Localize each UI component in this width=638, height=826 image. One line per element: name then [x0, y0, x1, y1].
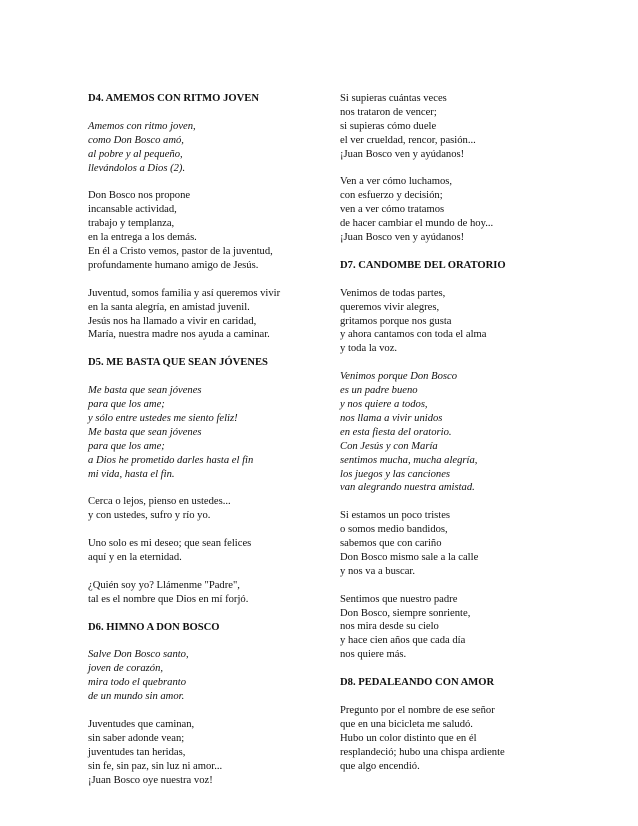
verse-stanza — [88, 287, 323, 343]
lyric-line: Uno solo es mi deseo; que sean felices — [88, 538, 252, 550]
verse-stanza — [88, 537, 323, 565]
lyric-line: mira todo el quebranto — [88, 677, 186, 689]
lyric-line: los juegos y las canciones — [340, 468, 451, 480]
lyric-line: Venimos porque Don Bosco — [340, 371, 458, 383]
lyric-line: María, nuestra madre nos ayuda a caminar. — [88, 329, 270, 341]
right-column — [340, 92, 580, 774]
verse-stanza — [88, 579, 323, 607]
lyric-line: nos trataron de vencer; — [340, 106, 437, 118]
section-title: D6. HIMNO A DON BOSCO — [88, 621, 220, 633]
section-title: D4. AMEMOS CON RITMO JOVEN — [88, 93, 259, 104]
lyric-line: Ven a ver cómo luchamos, — [340, 176, 453, 188]
lyric-line: y con ustedes, sufro y río yo. — [88, 510, 211, 522]
lyric-line: al pobre y al pequeño, — [88, 148, 183, 160]
lyric-line: En él a Cristo vemos, pastor de la juventud, — [88, 246, 273, 258]
chorus-stanza — [340, 370, 580, 495]
lyric-line: Sentimos que nuestro padre — [340, 593, 458, 605]
lyric-line: Venimos de todas partes, — [340, 287, 446, 299]
lyric-line: y nos va a buscar. — [340, 565, 416, 577]
verse-stanza — [340, 287, 580, 357]
lyric-line: ¿Quién soy yo? Llámenme "Padre", — [88, 579, 240, 591]
left-column — [88, 92, 323, 787]
lyric-line: Con Jesús y con María — [340, 440, 438, 452]
lyric-line: van alegrando nuestra amistad. — [340, 482, 475, 494]
stanza-gap — [340, 162, 580, 176]
lyric-line: ¡Juan Bosco oye nuestra voz! — [88, 774, 213, 786]
section-title: D5. ME BASTA QUE SEAN JÓVENES — [88, 357, 268, 369]
lyric-line: que algo encendió. — [340, 760, 420, 772]
lyric-line: en la santa alegría, en amistad juvenil. — [88, 301, 250, 313]
lyric-line: Juventudes que caminan, — [88, 718, 195, 730]
lyric-line: Amemos con ritmo joven, — [88, 120, 196, 132]
lyric-line: en esta fiesta del oratorio. — [340, 426, 452, 438]
lyric-line: nos quiere más. — [340, 649, 407, 661]
lyric-line: y nos quiere a todos, — [340, 398, 428, 410]
lyric-line: joven de corazón, — [88, 663, 164, 675]
stanza-gap — [340, 662, 580, 676]
lyric-line: Don Bosco nos propone — [88, 190, 191, 202]
lyric-line: nos mira desde su cielo — [340, 621, 439, 633]
section-title: D8. PEDALEANDO CON AMOR — [340, 677, 495, 689]
stanza-gap — [88, 523, 323, 537]
section-title: D7. CANDOMBE DEL ORATORIO — [340, 259, 506, 271]
lyric-line: sentimos mucha, mucha alegría, — [340, 454, 478, 466]
verse-stanza — [340, 509, 580, 579]
lyric-line: ¡Juan Bosco ven y ayúdanos! — [340, 148, 465, 160]
lyric-line: en la entrega a los demás. — [88, 232, 197, 244]
verse-stanza — [88, 495, 323, 523]
lyric-line: a Dios he prometido darles hasta el fin — [88, 454, 254, 466]
verse-stanza — [340, 175, 580, 245]
lyric-line: Cerca o lejos, pienso en ustedes... — [88, 496, 231, 508]
lyric-line: sin fe, sin paz, sin luz ni amor... — [88, 760, 223, 772]
lyric-line: o somos medio bandidos, — [340, 524, 448, 536]
lyric-line: Hubo un color distinto que en él — [340, 732, 477, 744]
lyric-line: Pregunto por el nombre de ese señor — [340, 704, 495, 716]
lyric-line: el ver crueldad, rencor, pasión... — [340, 134, 476, 146]
stanza-gap — [88, 607, 323, 621]
lyric-line: para que los ame; — [88, 440, 165, 452]
lyric-line: gritamos porque nos gusta — [340, 315, 452, 327]
stanza-gap — [340, 495, 580, 509]
stanza-gap — [88, 482, 323, 496]
chorus-stanza — [88, 384, 323, 481]
lyric-line: si supieras cómo duele — [340, 120, 437, 132]
lyric-line: como Don Bosco amó, — [88, 134, 184, 146]
lyric-line: de hacer cambiar el mundo de hoy... — [340, 218, 494, 230]
lyric-line: y hace cien años que cada día — [340, 635, 466, 647]
lyric-line: Si estamos un poco tristes — [340, 510, 451, 522]
verse-stanza — [88, 189, 323, 272]
lyric-line: y sólo entre ustedes me siento feliz! — [88, 412, 238, 424]
lyric-line: llevándolos a Dios (2). — [88, 162, 186, 174]
stanza-gap — [88, 704, 323, 718]
stanza-gap — [340, 579, 580, 593]
lyric-line: Me basta que sean jóvenes — [88, 426, 202, 438]
verse-stanza — [340, 593, 580, 663]
lyric-line: resplandeció; hubo una chispa ardiente — [340, 746, 505, 758]
lyric-line: Si supieras cuántas veces — [340, 93, 447, 104]
lyric-line: para que los ame; — [88, 399, 165, 411]
lyric-line: y ahora cantamos con toda el alma — [340, 329, 487, 341]
lyric-line: con esfuerzo y decisión; — [340, 190, 443, 202]
lyric-line: Me basta que sean jóvenes — [88, 385, 202, 397]
stanza-gap — [88, 342, 323, 356]
verse-stanza — [340, 704, 580, 774]
lyric-line: Don Bosco mismo sale a la calle — [340, 551, 479, 563]
verse-stanza — [88, 718, 323, 788]
chorus-stanza — [88, 120, 323, 176]
lyric-line: ¡Juan Bosco ven y ayúdanos! — [340, 232, 465, 244]
stanza-gap — [88, 565, 323, 579]
lyric-line: aquí y en la eternidad. — [88, 552, 182, 564]
stanza-gap — [340, 356, 580, 370]
lyric-line: Jesús nos ha llamado a vivir en caridad, — [88, 315, 257, 327]
lyric-line: es un padre bueno — [340, 385, 418, 397]
lyric-line: incansable actividad, — [88, 204, 177, 216]
lyric-line: que en una bicicleta me saludó. — [340, 718, 473, 730]
lyric-line: ven a ver cómo tratamos — [340, 204, 445, 216]
stanza-gap — [88, 176, 323, 190]
lyric-line: queremos vivir alegres, — [340, 301, 440, 313]
lyric-line: de un mundo sin amor. — [88, 691, 185, 703]
lyric-line: nos llama a vivir unidos — [340, 412, 443, 424]
lyric-line: tal es el nombre que Dios en mí forjó. — [88, 593, 249, 605]
lyric-line: trabajo y templanza, — [88, 218, 175, 230]
lyric-line: mi vida, hasta el fin. — [88, 468, 175, 480]
lyric-line: y toda la voz. — [340, 343, 398, 355]
lyric-line: Salve Don Bosco santo, — [88, 649, 189, 661]
stanza-gap — [340, 245, 580, 259]
lyric-line: sin saber adonde vean; — [88, 732, 185, 744]
lyric-line: Don Bosco, siempre sonriente, — [340, 607, 471, 619]
lyric-line: profundamente humano amigo de Jesús. — [88, 259, 259, 271]
lyric-line: juventudes tan heridas, — [88, 746, 186, 758]
stanza-gap — [88, 273, 323, 287]
lyric-line: Juventud, somos familia y así queremos vivir — [88, 287, 281, 299]
verse-stanza — [340, 92, 580, 162]
lyric-line: sabemos que con cariño — [340, 538, 442, 550]
chorus-stanza — [88, 648, 323, 704]
